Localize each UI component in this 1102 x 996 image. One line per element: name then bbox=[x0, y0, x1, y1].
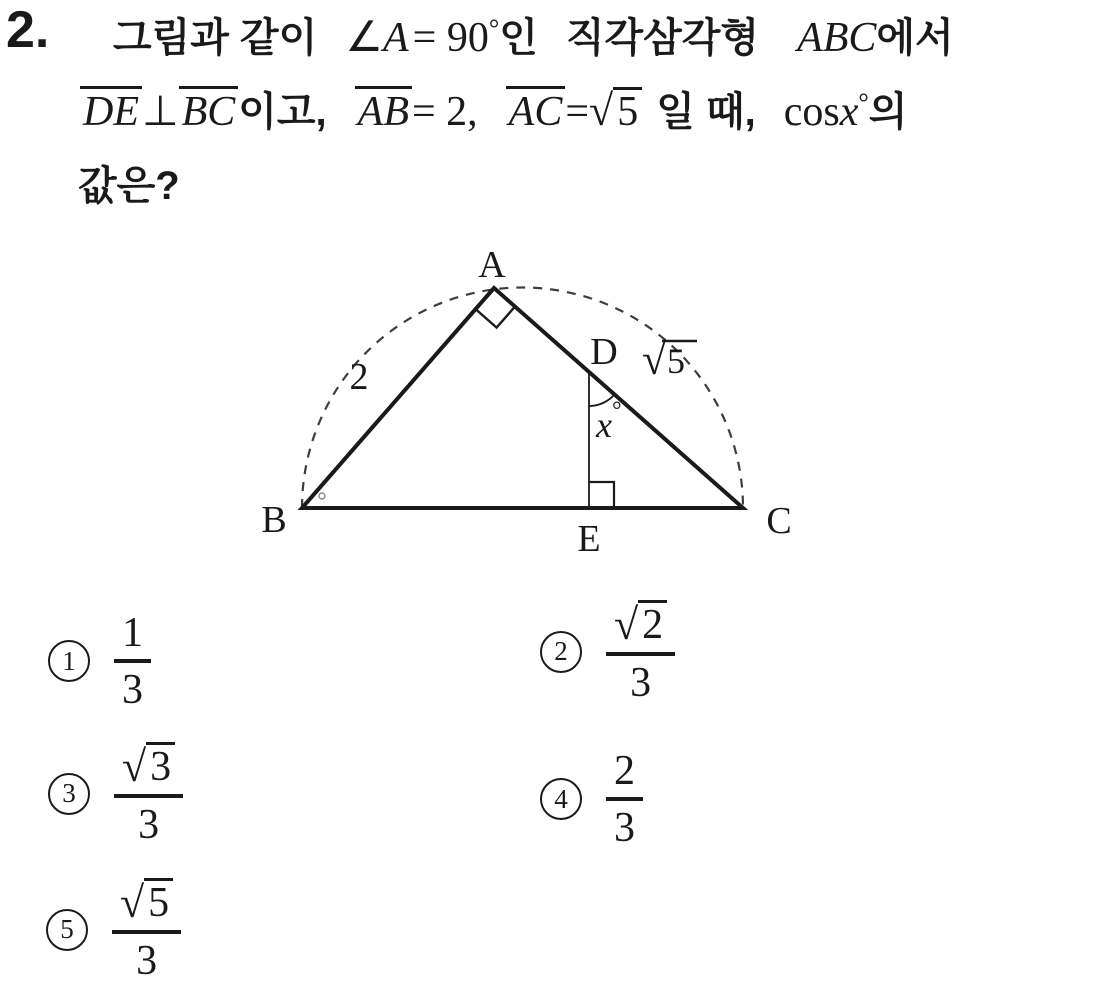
segment-ac-label: AC bbox=[506, 86, 566, 135]
vertex-label-b: B bbox=[261, 499, 287, 541]
choice-4[interactable] bbox=[540, 750, 643, 849]
choice-5-denominator: 3 bbox=[136, 937, 158, 984]
korean-when: 일 때, bbox=[656, 90, 756, 134]
choice-2-number: 2 bbox=[540, 631, 582, 673]
choice-3-denominator: 3 bbox=[138, 801, 160, 848]
choice-4-number: 4 bbox=[540, 778, 582, 820]
ac-equals: = bbox=[565, 89, 590, 135]
korean-right-triangle: 직각삼각형 bbox=[565, 16, 760, 60]
choice-4-fraction bbox=[606, 750, 643, 849]
angle-symbol: ∠ bbox=[345, 15, 383, 61]
choice-5-fraction bbox=[112, 878, 181, 982]
vertex-label-e: E bbox=[577, 518, 601, 560]
angle-var-a: A bbox=[382, 15, 409, 61]
vertex-label-c: C bbox=[766, 500, 792, 542]
choice-5-number: 5 bbox=[46, 909, 88, 951]
choice-1[interactable] bbox=[48, 612, 151, 711]
radical-sign: √ bbox=[614, 600, 639, 650]
korean-and: 이고, bbox=[238, 90, 327, 134]
degree-symbol: ° bbox=[858, 88, 869, 117]
choice-1-denominator: 3 bbox=[122, 666, 143, 713]
segment-bc-label: BC bbox=[179, 86, 239, 135]
choice-2-fraction bbox=[606, 600, 675, 704]
choice-3[interactable] bbox=[48, 742, 183, 846]
degree-symbol: ° bbox=[488, 14, 500, 43]
radical-sign: √ bbox=[589, 86, 614, 135]
right-angle-mark-a bbox=[476, 307, 515, 328]
choice-2[interactable] bbox=[540, 600, 675, 704]
perpendicular-symbol: ⊥ bbox=[142, 89, 179, 135]
choice-3-numerator: 3 bbox=[146, 742, 175, 789]
question-text-line2 bbox=[80, 80, 907, 137]
choice-2-numerator: 2 bbox=[638, 600, 667, 647]
radicand-5: 5 bbox=[613, 87, 642, 134]
korean-in: 인 bbox=[499, 16, 538, 60]
angle-equation: = 90 bbox=[412, 15, 489, 61]
triangle-figure bbox=[230, 232, 830, 562]
question-number: 2. bbox=[6, 1, 50, 59]
triangle-figure-svg bbox=[230, 232, 830, 562]
segment-ab-label: AB bbox=[355, 86, 412, 135]
right-angle-mark-e bbox=[589, 482, 614, 506]
x-variable: x bbox=[839, 89, 859, 135]
choice-1-numerator: 1 bbox=[122, 610, 143, 656]
question-text-line3: 값은? bbox=[78, 164, 180, 208]
radical-sign: √ bbox=[120, 878, 145, 928]
korean-at: 에서 bbox=[876, 16, 954, 60]
korean-of: 의 bbox=[868, 90, 908, 134]
choice-5[interactable] bbox=[46, 878, 181, 982]
angle-x-label: x bbox=[596, 405, 612, 445]
triangle-name-abc: ABC bbox=[797, 15, 877, 61]
choice-1-fraction bbox=[114, 612, 151, 711]
choice-5-numerator: 5 bbox=[144, 878, 173, 925]
angle-degree-symbol: ° bbox=[612, 398, 622, 424]
radical-sign: √ bbox=[122, 742, 147, 792]
korean-intro: 그림과 같이 bbox=[113, 16, 318, 60]
angle-dot-b bbox=[319, 493, 325, 499]
choice-3-number: 3 bbox=[48, 773, 90, 815]
choice-2-denominator: 3 bbox=[630, 659, 652, 706]
choice-4-numerator: 2 bbox=[614, 748, 635, 794]
vertex-label-a: A bbox=[478, 244, 506, 286]
cos-function: cos bbox=[783, 89, 840, 135]
vertex-label-d: D bbox=[590, 331, 618, 373]
question-text-line1 bbox=[113, 6, 954, 63]
side-ab-length-label: 2 bbox=[349, 356, 369, 398]
triangle-abc-outline bbox=[302, 288, 743, 508]
choice-3-fraction bbox=[114, 742, 183, 846]
choice-1-number: 1 bbox=[48, 640, 90, 682]
ab-value: = 2, bbox=[411, 89, 478, 135]
side-ac-radical-sign: √ bbox=[642, 335, 667, 384]
choice-4-denominator: 3 bbox=[614, 804, 635, 851]
segment-de-label: DE bbox=[80, 86, 142, 135]
side-ac-radicand: 5 bbox=[667, 341, 685, 381]
